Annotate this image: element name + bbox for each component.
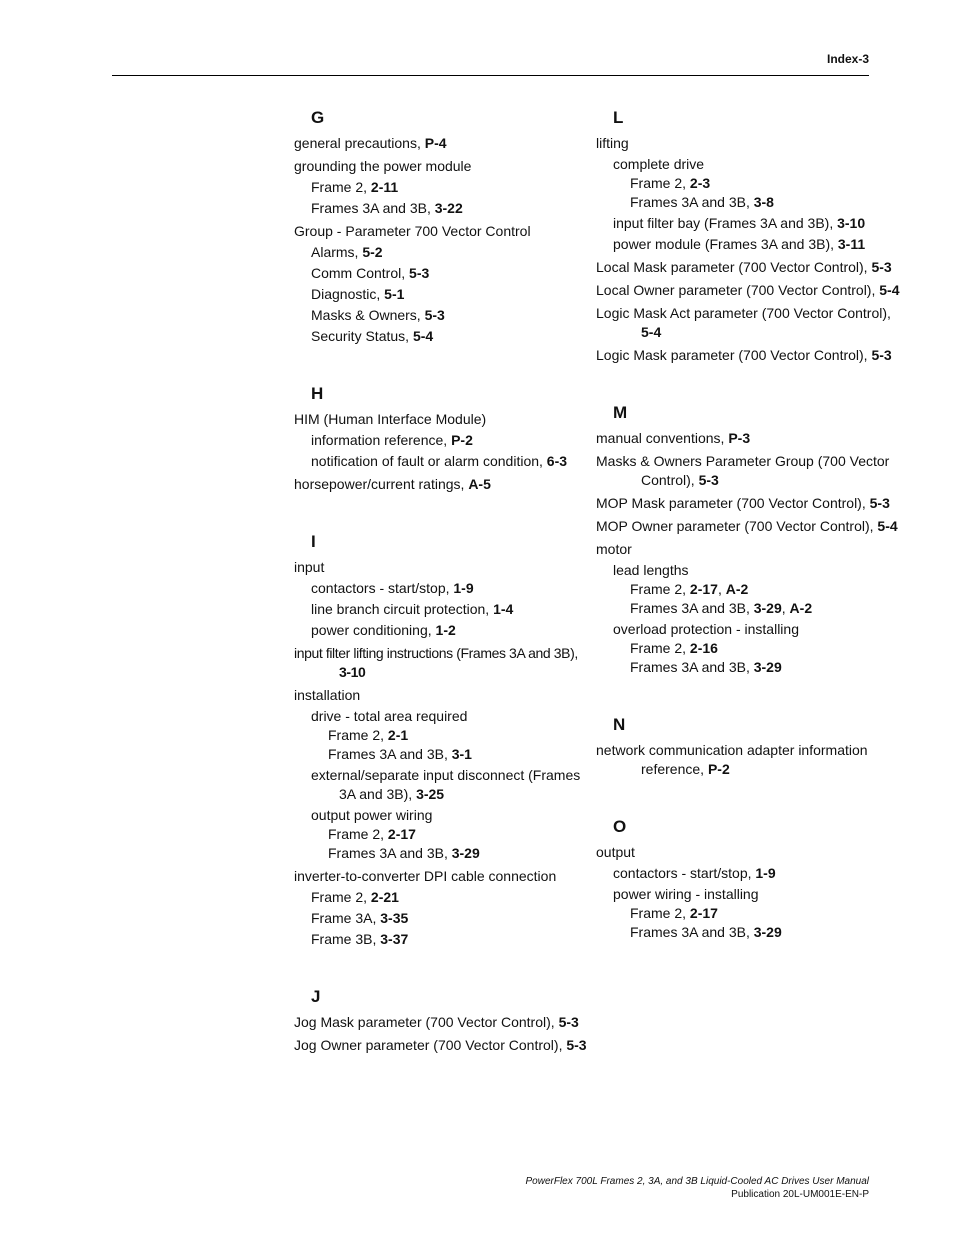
index-entry — [294, 243, 574, 262]
entry-text: Frames 3A and 3B, — [630, 600, 754, 616]
index-entry — [294, 825, 574, 844]
page-reference[interactable]: 2-17 — [387, 826, 416, 842]
page-reference[interactable]: P-2 — [707, 761, 730, 777]
section-letter: I — [311, 532, 316, 551]
index-entry — [294, 306, 574, 325]
entry-text: Logic Mask Act parameter (700 Vector Control), — [596, 305, 891, 321]
entry-text: information reference, — [311, 432, 452, 448]
entry-text: Frame 3B, — [311, 931, 381, 947]
index-entry — [596, 304, 891, 342]
page-reference[interactable]: 5-3 — [698, 472, 719, 488]
page-reference[interactable]: 2-1 — [387, 727, 409, 743]
page-reference[interactable]: 3-11 — [837, 236, 866, 252]
page-reference[interactable]: 3-29 — [753, 600, 782, 616]
page-reference[interactable]: 3-1 — [451, 746, 472, 762]
entry-text: line branch circuit protection, — [311, 601, 494, 617]
page-reference[interactable]: 5-4 — [877, 518, 898, 534]
index-entry — [596, 741, 876, 779]
page-reference[interactable]: P-2 — [451, 432, 473, 448]
entry-text: Frames 3A and 3B, — [630, 924, 754, 940]
page-reference[interactable]: 1-9 — [453, 580, 474, 596]
index-section-o — [596, 813, 876, 942]
index-entry — [596, 346, 892, 365]
index-entry — [596, 429, 876, 448]
index-entry — [596, 174, 876, 193]
entry-text: Group - Parameter 700 Vector Control — [294, 223, 531, 239]
section-letter: O — [613, 817, 627, 836]
entry-text: power conditioning, — [311, 622, 436, 638]
entry-continuation — [596, 471, 876, 490]
entry-text: lifting — [596, 135, 629, 151]
entry-text: Local Owner parameter (700 Vector Control), — [596, 282, 880, 298]
entry-text: input filter lifting instructions (Frames 3A and 3B), — [294, 645, 578, 661]
entry-text: power wiring - installing — [613, 886, 759, 902]
page-reference[interactable]: 5-3 — [869, 495, 890, 511]
index-entry — [294, 621, 574, 640]
index-entry — [596, 517, 898, 536]
entry-text: Jog Mask parameter (700 Vector Control), — [294, 1014, 559, 1030]
page-footer — [526, 1175, 870, 1201]
page-reference[interactable]: 1-9 — [755, 865, 776, 881]
index-entry — [294, 644, 578, 682]
index-entry — [294, 579, 574, 598]
page-reference[interactable]: 1-2 — [435, 622, 456, 638]
page-reference[interactable]: 3-29 — [753, 659, 782, 675]
entry-text: Jog Owner parameter (700 Vector Control), — [294, 1037, 567, 1053]
entry-text: Frame 2, — [630, 640, 690, 656]
index-entry — [294, 134, 574, 153]
page-reference[interactable]: 2-17 — [689, 905, 718, 921]
entry-text: complete drive — [613, 156, 705, 172]
page-reference[interactable]: 5-3 — [558, 1014, 579, 1030]
index-section-m — [596, 399, 898, 677]
entry-text: Masks & Owners Parameter Group (700 Vector — [596, 453, 890, 469]
index-entry — [294, 930, 574, 949]
manual-title: PowerFlex 700L Frames 2, 3A, and 3B Liquid-Cooled AC Drives User Manual — [525, 1176, 869, 1187]
header-rule — [112, 75, 869, 76]
index-entry — [294, 285, 574, 304]
entry-continuation — [294, 663, 574, 682]
entry-text: Security Status, — [311, 328, 413, 344]
entry-text: Logic Mask parameter (700 Vector Control), — [596, 347, 872, 363]
entry-text: Masks & Owners, — [311, 307, 425, 323]
entry-text: general precautions, — [294, 135, 425, 151]
entry-text: external/separate input disconnect (Frames — [311, 767, 581, 783]
page-reference[interactable]: 5-3 — [871, 347, 892, 363]
page-reference[interactable]: 3-37 — [380, 931, 409, 947]
index-entry — [596, 452, 890, 490]
index-entry — [596, 258, 892, 277]
section-letter: J — [311, 987, 321, 1006]
page-reference[interactable]: 5-3 — [566, 1037, 587, 1053]
index-entry — [294, 888, 574, 907]
page-reference[interactable]: 3-25 — [416, 786, 445, 802]
index-section-h — [294, 380, 574, 494]
entry-text: Frames 3A and 3B, — [630, 194, 754, 210]
page-reference[interactable]: 2-16 — [689, 640, 718, 656]
entry-text: drive - total area required — [311, 708, 468, 724]
index-entry — [596, 561, 876, 580]
page-reference[interactable]: P-3 — [728, 430, 751, 446]
index-entry: Frame 2, 2-17, A-2 — [630, 581, 749, 597]
index-entry — [596, 904, 876, 923]
index-entry — [294, 264, 574, 283]
index-entry — [596, 658, 876, 677]
index-entry — [294, 909, 574, 928]
entry-text: overload protection - installing — [613, 621, 799, 637]
page-reference[interactable]: 5-3 — [424, 307, 445, 323]
section-letter: M — [613, 403, 628, 422]
entry-text: power module (Frames 3A and 3B), — [613, 236, 838, 252]
entry-text: Local Mask parameter (700 Vector Control), — [596, 259, 872, 275]
page-reference[interactable]: 2-11 — [370, 179, 399, 195]
index-entry — [294, 600, 574, 619]
entry-text: motor — [596, 541, 632, 557]
entry-text: Alarms, — [311, 244, 363, 260]
entry-text: horsepower/current ratings, — [294, 476, 469, 492]
entry-text: lead lengths — [613, 562, 689, 578]
entry-text: inverter-to-converter DPI cable connection — [294, 868, 557, 884]
entry-text: Diagnostic, — [311, 286, 385, 302]
index-entry — [596, 193, 876, 212]
index-entry — [294, 199, 574, 218]
index-section-j — [294, 983, 587, 1055]
entry-text: Frames 3A and 3B, — [630, 659, 754, 675]
index-entry — [294, 686, 574, 705]
continuation-text: 3A and 3B), — [339, 786, 417, 802]
index-entry — [596, 281, 900, 300]
index-entry — [596, 494, 890, 513]
page-reference[interactable]: 3-10 — [837, 215, 866, 231]
page-reference[interactable]: 3-8 — [753, 194, 774, 210]
entry-text: Frame 3A, — [311, 910, 381, 926]
page-reference[interactable]: 2-17 — [689, 581, 718, 597]
index-section-l — [596, 104, 900, 365]
entry-text: output power wiring — [311, 807, 433, 823]
index-entry — [596, 923, 876, 942]
page-reference[interactable]: 3-29 — [451, 845, 480, 861]
section-letter: N — [613, 715, 626, 734]
index-column-left — [294, 104, 587, 1089]
entry-text: grounding the power module — [294, 158, 472, 174]
section-letter: H — [311, 384, 324, 403]
entry-text: MOP Mask parameter (700 Vector Control), — [596, 495, 870, 511]
index-entry — [294, 157, 574, 176]
entry-text: Frames 3A and 3B, — [328, 845, 452, 861]
page-reference[interactable]: 3-22 — [434, 200, 463, 216]
entry-text: input — [294, 559, 325, 575]
index-entry — [596, 214, 876, 233]
entry-text: Frame 2, — [328, 727, 388, 743]
index-entry — [596, 134, 876, 153]
page-reference[interactable]: 5-4 — [879, 282, 900, 298]
entry-continuation — [596, 760, 876, 779]
index-entry — [294, 558, 574, 577]
continuation-text: reference, — [641, 761, 708, 777]
page-reference[interactable]: 3-29 — [753, 924, 782, 940]
index-section-i — [294, 528, 581, 949]
entry-text: network communication adapter information — [596, 742, 868, 758]
index-entry — [596, 620, 876, 639]
index-entry — [596, 843, 876, 862]
index-entry — [294, 844, 574, 863]
entry-text: Frame 2, — [311, 179, 371, 195]
page-reference[interactable]: 5-4 — [641, 324, 662, 340]
page-reference[interactable]: P-4 — [424, 135, 447, 151]
entry-text: notification of fault or alarm condition, — [311, 453, 547, 469]
index-entry — [596, 864, 876, 883]
index-entry — [294, 745, 574, 764]
entry-text: installation — [294, 687, 361, 703]
index-entry — [294, 707, 574, 726]
index-entry — [294, 452, 574, 471]
page-reference[interactable]: 6-3 — [546, 453, 568, 469]
index-column-right — [596, 104, 900, 976]
page-reference[interactable]: A-2 — [725, 581, 749, 597]
index-entry — [294, 431, 574, 450]
section-letter: G — [311, 108, 325, 127]
page-reference[interactable]: 5-3 — [409, 265, 430, 281]
index-entry — [596, 235, 876, 254]
entry-continuation — [311, 785, 574, 804]
index-entry — [294, 178, 574, 197]
page-reference[interactable]: 5-1 — [384, 286, 405, 302]
page-reference[interactable]: 5-3 — [871, 259, 892, 275]
publication-number: Publication 20L-UM001E-EN-P — [731, 1189, 869, 1200]
index-entry — [294, 1036, 587, 1055]
index-entry — [294, 327, 574, 346]
entry-text: Frame 2, — [311, 889, 371, 905]
page-reference[interactable]: 1-4 — [493, 601, 514, 617]
index-entry — [294, 222, 574, 241]
page-reference[interactable]: A-5 — [468, 476, 491, 492]
index-entry — [294, 726, 574, 745]
page-reference[interactable]: 3-10 — [339, 664, 366, 680]
index-section-g — [294, 104, 574, 346]
index-entry — [294, 475, 574, 494]
section-letter: L — [613, 108, 624, 127]
entry-text: input filter bay (Frames 3A and 3B), — [613, 215, 838, 231]
index-entry — [596, 885, 876, 904]
index-entry — [294, 766, 581, 804]
page-reference[interactable]: A-2 — [789, 600, 813, 616]
index-entry — [596, 540, 876, 559]
page-reference[interactable]: 5-4 — [412, 328, 434, 344]
index-section-n — [596, 711, 876, 779]
page-reference[interactable]: 5-2 — [362, 244, 383, 260]
page-reference[interactable]: 2-21 — [370, 889, 399, 905]
index-entry: Frames 3A and 3B, 3-29, A-2 — [630, 600, 813, 616]
index-entry — [596, 639, 876, 658]
entry-text: output — [596, 844, 635, 860]
continuation-text: Control), — [641, 472, 699, 488]
index-entry — [294, 867, 574, 886]
entry-text: Comm Control, — [311, 265, 410, 281]
entry-continuation — [596, 323, 876, 342]
index-entry — [294, 410, 574, 429]
entry-text: HIM (Human Interface Module) — [294, 411, 487, 427]
index-entry — [596, 155, 876, 174]
entry-text: Frame 2, — [630, 175, 690, 191]
entry-text: Frame 2, — [630, 905, 690, 921]
entry-text: Frames 3A and 3B, — [328, 746, 452, 762]
page-reference[interactable]: 3-35 — [380, 910, 409, 926]
entry-text: manual conventions, — [596, 430, 729, 446]
entry-text: contactors - start/stop, — [311, 580, 454, 596]
page-label: Index-3 — [826, 52, 869, 66]
entry-text: contactors - start/stop, — [613, 865, 756, 881]
entry-text: MOP Owner parameter (700 Vector Control), — [596, 518, 878, 534]
entry-text: Frames 3A and 3B, — [311, 200, 435, 216]
index-entry — [294, 806, 574, 825]
page-reference[interactable]: 2-3 — [689, 175, 711, 191]
index-entry — [294, 1013, 579, 1032]
entry-text: Frame 2, — [630, 581, 690, 597]
entry-text: Frame 2, — [328, 826, 388, 842]
